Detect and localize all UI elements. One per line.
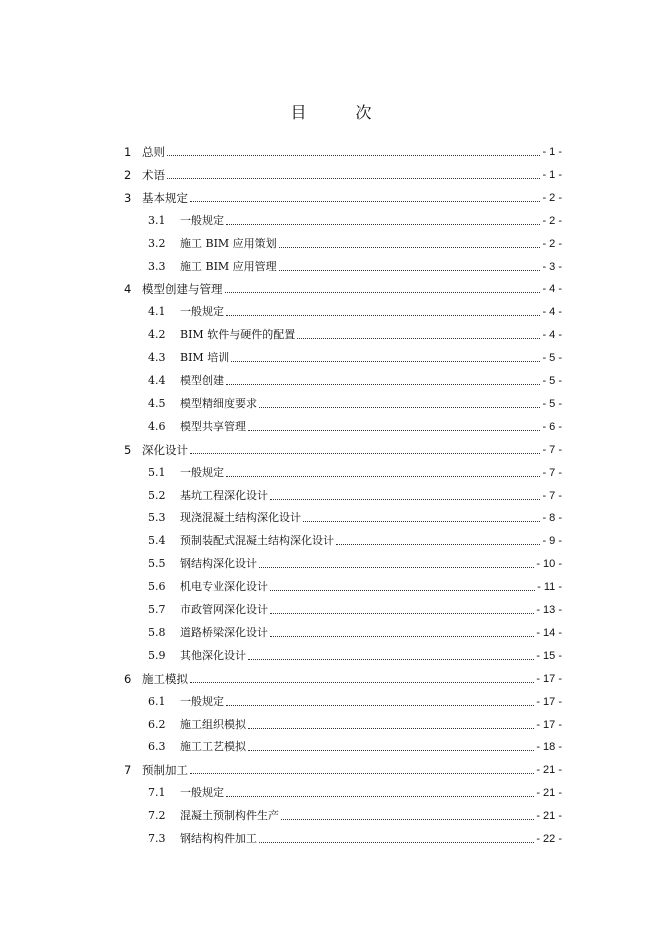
toc-entry-number: 5.2 xyxy=(148,488,166,502)
toc-entry-page-number: - 7 - xyxy=(542,489,562,502)
toc-entry-number: 4.5 xyxy=(148,396,166,410)
toc-entry-page-number: - 5 - xyxy=(542,397,562,410)
dot-leader xyxy=(190,453,540,454)
toc-entry[interactable] xyxy=(124,167,562,183)
toc-entry-number: 1 xyxy=(124,145,132,159)
toc-entry-number: 5.1 xyxy=(148,465,166,479)
dot-leader xyxy=(190,201,540,202)
dot-leader xyxy=(270,590,535,591)
toc-entry-number: 4.2 xyxy=(148,328,166,342)
toc-entry[interactable] xyxy=(148,259,562,275)
toc-entry-page-number: - 17 - xyxy=(536,695,562,708)
toc-entry-page-number: - 8 - xyxy=(542,512,562,525)
dot-leader xyxy=(231,361,540,362)
dot-leader xyxy=(336,544,540,545)
toc-entry-label: 施工工艺模拟 xyxy=(180,740,246,754)
toc-entry-label: 深化设计 xyxy=(142,442,188,457)
toc-entry-page-number: - 6 - xyxy=(542,420,562,433)
toc-entry-number: 5.9 xyxy=(148,648,166,662)
dot-leader xyxy=(297,338,540,339)
toc-entry[interactable] xyxy=(148,396,562,412)
toc-entry-page-number: - 13 - xyxy=(536,604,562,616)
toc-entry-number: 4.3 xyxy=(148,351,166,365)
toc-entry[interactable] xyxy=(148,831,562,847)
dot-leader xyxy=(270,636,534,637)
toc-entry-page-number: - 4 - xyxy=(542,283,562,296)
toc-entry-number: 6.3 xyxy=(148,740,166,754)
toc-entry-label: 一般规定 xyxy=(180,213,224,227)
toc-entry-number: 7.3 xyxy=(148,832,166,845)
toc-entry[interactable] xyxy=(148,419,562,435)
toc-entry-page-number: - 4 - xyxy=(542,329,562,342)
toc-entry[interactable] xyxy=(148,350,562,366)
toc-entry-number: 3 xyxy=(124,190,132,205)
toc-entry-page-number: - 22 - xyxy=(536,833,562,845)
toc-entry-number: 7.2 xyxy=(148,809,166,823)
toc-entry-page-number: - 2 - xyxy=(542,237,562,250)
toc-entry-number: 6 xyxy=(124,671,132,686)
toc-entry-label: 一般规定 xyxy=(180,694,224,708)
toc-entry-label: 机电专业深化设计 xyxy=(180,580,268,594)
toc-entry-page-number: - 1 - xyxy=(542,168,562,181)
toc-entry-label: 模型创建与管理 xyxy=(142,282,223,297)
dot-leader xyxy=(303,521,540,522)
page-title: 目 次 xyxy=(290,103,394,122)
toc-entry[interactable] xyxy=(148,648,562,664)
dot-leader xyxy=(259,842,534,843)
toc-entry-label: 基坑工程深化设计 xyxy=(180,488,268,502)
toc-entry-number: 5.3 xyxy=(148,511,166,525)
toc-entry-page-number: - 17 - xyxy=(536,718,562,731)
dot-leader xyxy=(259,567,534,568)
toc-entry[interactable] xyxy=(148,488,562,504)
toc-entry-page-number: - 10 - xyxy=(536,558,562,571)
toc-entry-number: 4.6 xyxy=(148,419,166,433)
toc-entry-label: 预制加工 xyxy=(142,763,188,778)
dot-leader xyxy=(226,476,540,477)
dot-leader xyxy=(281,819,534,820)
toc-entry-label: 总则 xyxy=(142,145,165,159)
dot-leader xyxy=(167,178,540,179)
toc-entry[interactable] xyxy=(124,762,562,778)
toc-entry-number: 5.5 xyxy=(148,557,166,571)
toc-entry-label: 模型共享管理 xyxy=(180,419,246,433)
toc-entry[interactable] xyxy=(148,694,562,710)
toc-entry-number: 7 xyxy=(124,763,132,778)
toc-entry[interactable] xyxy=(148,236,562,252)
toc-entry-number: 6.2 xyxy=(148,717,166,731)
toc-entry-number: 5.6 xyxy=(148,580,166,594)
toc-entry-label: 钢结构构件加工 xyxy=(180,832,257,845)
dot-leader xyxy=(248,728,534,729)
toc-entry[interactable] xyxy=(148,625,562,641)
toc-entry[interactable] xyxy=(148,213,562,229)
toc-entry-number: 5.7 xyxy=(148,603,166,616)
toc-entry-number: 7.1 xyxy=(148,786,166,800)
toc-entry-number: 4.1 xyxy=(148,305,166,319)
toc-entry-number: 5.8 xyxy=(148,625,166,639)
toc-entry[interactable] xyxy=(124,442,562,458)
toc-entry[interactable] xyxy=(148,304,562,320)
toc-entry-number: 3.2 xyxy=(148,236,166,250)
toc-entry[interactable] xyxy=(148,510,562,526)
toc-entry[interactable] xyxy=(124,190,562,206)
toc-entry[interactable] xyxy=(148,465,562,481)
toc-entry-page-number: - 2 - xyxy=(542,191,562,204)
toc-entry-page-number: - 18 - xyxy=(536,741,562,754)
toc-entry[interactable] xyxy=(148,602,562,618)
toc-entry-page-number: - 9 - xyxy=(542,535,562,548)
dot-leader xyxy=(226,796,534,797)
toc-entry-label: BIM 软件与硬件的配置 xyxy=(180,328,296,342)
toc-entry-page-number: - 1 - xyxy=(542,146,562,158)
toc-entry-page-number: - 2 - xyxy=(542,214,562,227)
dot-leader xyxy=(225,292,541,293)
toc-entry-label: 一般规定 xyxy=(180,786,224,800)
dot-leader xyxy=(279,270,541,271)
toc-entry[interactable] xyxy=(124,144,562,160)
toc-entry[interactable] xyxy=(124,281,562,297)
toc-entry[interactable] xyxy=(148,327,562,343)
toc-entry-number: 4 xyxy=(124,282,132,297)
toc-entry-page-number: - 21 - xyxy=(536,764,562,777)
toc-entry-label: 一般规定 xyxy=(180,465,224,479)
toc-entry[interactable] xyxy=(148,717,562,733)
toc-entry-label: 模型精细度要求 xyxy=(180,396,257,410)
toc-entry-label: 其他深化设计 xyxy=(180,648,246,662)
toc-entry-page-number: - 7 - xyxy=(542,443,562,456)
toc-entry[interactable] xyxy=(148,808,562,824)
toc-entry[interactable] xyxy=(124,671,562,687)
toc-entry-label: 道路桥梁深化设计 xyxy=(180,625,268,639)
dot-leader xyxy=(248,659,534,660)
toc-entry-label: 术语 xyxy=(142,167,165,182)
dot-leader xyxy=(226,384,540,385)
toc-entry-page-number: - 21 - xyxy=(536,810,562,823)
dot-leader xyxy=(259,407,540,408)
toc-entry-number: 3.3 xyxy=(148,259,166,273)
toc-entry-number: 2 xyxy=(124,167,132,182)
toc-entry[interactable] xyxy=(148,739,562,755)
toc-entry-page-number: - 5 - xyxy=(542,375,562,387)
toc-entry-page-number: - 11 - xyxy=(537,581,562,594)
toc-entry[interactable] xyxy=(148,785,562,801)
toc-entry-page-number: - 5 - xyxy=(542,352,562,365)
dot-leader xyxy=(248,750,534,751)
toc-entry[interactable] xyxy=(148,373,562,389)
dot-leader xyxy=(226,705,534,706)
toc-entry-label: 预制装配式混凝土结构深化设计 xyxy=(180,534,334,548)
toc-entry[interactable] xyxy=(148,533,562,549)
toc-entry-number: 5 xyxy=(124,442,132,457)
toc-entry-label: 钢结构深化设计 xyxy=(180,557,257,571)
dot-leader xyxy=(226,315,540,316)
toc-entry-number: 4.4 xyxy=(148,374,166,387)
toc-entry-label: 混凝土预制构件生产 xyxy=(180,809,279,823)
dot-leader xyxy=(270,499,540,500)
dot-leader xyxy=(226,224,540,225)
toc-entry-page-number: - 15 - xyxy=(536,649,562,662)
toc-entry-page-number: - 3 - xyxy=(542,260,562,273)
dot-leader xyxy=(167,155,540,156)
toc-entry[interactable] xyxy=(148,579,562,595)
dot-leader xyxy=(190,682,534,683)
toc-entry-label: 一般规定 xyxy=(180,305,224,319)
toc-entry-label: 市政管网深化设计 xyxy=(180,603,268,616)
toc-entry-number: 6.1 xyxy=(148,694,166,708)
toc-entry-label: 施工组织模拟 xyxy=(180,717,246,731)
toc-entry-number: 5.4 xyxy=(148,534,166,548)
toc-entry-page-number: - 7 - xyxy=(542,466,562,479)
toc-entry-page-number: - 21 - xyxy=(536,787,562,800)
toc-entry[interactable] xyxy=(148,556,562,572)
dot-leader xyxy=(270,613,534,614)
dot-leader xyxy=(248,430,540,431)
toc-entry-label: 模型创建 xyxy=(180,374,224,387)
toc-entry-label: 基本规定 xyxy=(142,190,188,205)
toc-entry-page-number: - 17 - xyxy=(536,672,562,685)
toc-entry-page-number: - 4 - xyxy=(542,306,562,319)
toc-entry-label: 施工 BIM 应用策划 xyxy=(180,236,277,250)
toc-entry-label: 现浇混凝土结构深化设计 xyxy=(180,511,301,525)
toc-entry-label: 施工 BIM 应用管理 xyxy=(180,259,277,273)
dot-leader xyxy=(279,247,541,248)
toc-entry-label: BIM 培训 xyxy=(180,351,230,365)
dot-leader xyxy=(190,773,534,774)
toc-entry-label: 施工模拟 xyxy=(142,671,188,686)
toc-entry-page-number: - 14 - xyxy=(536,626,562,639)
toc-entry-number: 3.1 xyxy=(148,213,166,227)
